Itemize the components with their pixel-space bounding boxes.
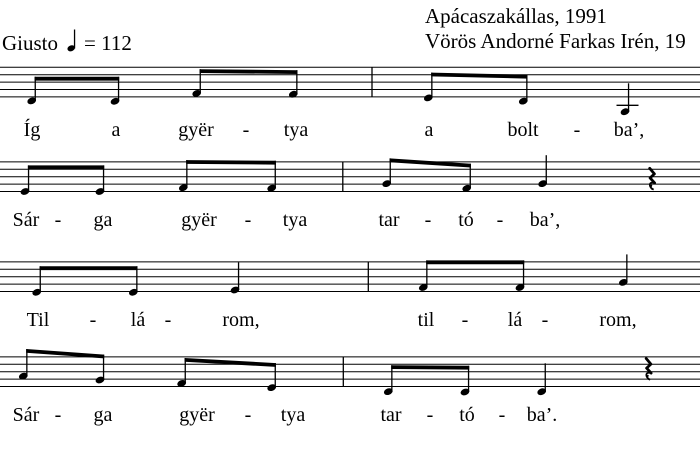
lyric-syllable: a	[111, 119, 121, 141]
lyric-syllable: -	[244, 404, 252, 426]
lyric-syllable: lá	[130, 309, 146, 331]
lyric-syllable: tar	[378, 209, 400, 231]
quarter-rest-icon	[646, 359, 651, 380]
note-quarter	[618, 254, 629, 287]
lyric-syllable: -	[244, 209, 252, 231]
lyric-syllable: tya	[280, 404, 306, 426]
tempo-bpm-value: = 112	[84, 31, 132, 55]
lyric-syllable: til	[417, 309, 435, 331]
stem	[103, 165, 104, 191]
stem	[275, 161, 276, 188]
note-quarter	[230, 262, 241, 294]
lyric-syllable: Íg	[23, 119, 41, 141]
lyric-syllable: -	[498, 404, 506, 426]
quarter-rest-icon	[650, 168, 655, 189]
staff-1	[0, 67, 700, 141]
lyric-syllable: rom,	[222, 309, 260, 331]
lyric-syllable: tya	[283, 119, 309, 141]
note-quarter	[537, 155, 548, 188]
stem	[545, 363, 546, 391]
stem	[426, 260, 427, 287]
note-eighth-pair	[176, 358, 277, 392]
stem	[186, 160, 187, 188]
tempo-style-label: Giusto	[2, 31, 59, 55]
lyric-syllable: -	[242, 119, 250, 141]
note-eighth-pair	[26, 77, 120, 106]
lyric-syllable: -	[89, 309, 97, 331]
lyric-syllable: tya	[282, 209, 308, 231]
lyric-syllable: ba’,	[613, 119, 645, 141]
lyric-syllable: -	[424, 209, 432, 231]
rest-zigzag	[646, 359, 651, 374]
lyric-syllable: -	[461, 309, 469, 331]
lyric-syllable: Sár	[12, 404, 40, 426]
stem	[626, 254, 627, 282]
collection-location-date: Apácaszakállas, 1991	[425, 4, 607, 28]
beam	[185, 358, 276, 367]
lyric-syllable: -	[426, 404, 434, 426]
beam	[186, 160, 276, 165]
staff-2	[0, 155, 700, 231]
note-eighth-pair	[383, 365, 470, 396]
stem	[391, 365, 392, 391]
stem	[238, 262, 239, 290]
lyric-syllable: rom,	[599, 309, 637, 331]
lyric-syllable: gyër	[179, 404, 215, 426]
stem	[546, 155, 547, 183]
lyric-syllable: -	[54, 209, 62, 231]
rest-zigzag	[650, 168, 655, 183]
note-eighth-pair	[191, 69, 298, 99]
lyric-syllable: lá	[507, 309, 523, 331]
stem	[523, 260, 524, 287]
note-eighth-pair	[31, 266, 138, 297]
lyric-syllable: ba’,	[529, 209, 561, 231]
note-quarter	[617, 83, 639, 116]
lyric-syllable: gyër	[178, 119, 214, 141]
lyric-syllable: a	[424, 119, 434, 141]
stem	[136, 266, 137, 292]
stem	[468, 366, 469, 392]
performer-name: Vörös Andorné Farkas Irén, 19	[425, 28, 686, 53]
lyric-syllable: bolt	[507, 119, 539, 141]
lyric-syllable: -	[54, 404, 62, 426]
lyric-syllable: tó	[458, 209, 474, 231]
beam	[40, 266, 138, 270]
beam	[35, 77, 120, 81]
lyric-syllable: ga	[93, 404, 113, 426]
beam	[200, 69, 298, 74]
lyric-syllable: ba’.	[526, 404, 558, 426]
note-quarter	[536, 363, 547, 396]
stem	[26, 349, 27, 376]
note-eighth-pair	[381, 158, 472, 193]
staff-3	[0, 254, 700, 331]
lyric-syllable: Sár	[12, 209, 40, 231]
lyric-syllable: -	[496, 209, 504, 231]
lyric-syllable: -	[573, 119, 581, 141]
stem	[28, 165, 29, 191]
lyric-syllable: -	[541, 309, 549, 331]
stem	[103, 355, 104, 380]
lyric-syllable: ga	[93, 209, 113, 231]
lyric-syllable: Til	[26, 309, 50, 331]
beam	[431, 73, 527, 79]
stem	[628, 83, 629, 111]
lyric-syllable: tar	[380, 404, 402, 426]
lyric-syllable: gyër	[181, 209, 217, 231]
lyric-syllable: tó	[459, 404, 475, 426]
stem	[40, 266, 41, 292]
beam	[391, 365, 469, 369]
lyric-syllable: -	[164, 309, 172, 331]
staff-4	[0, 349, 700, 426]
beam	[28, 165, 104, 169]
beam	[426, 260, 524, 264]
stem	[526, 75, 527, 101]
beam	[390, 158, 471, 167]
